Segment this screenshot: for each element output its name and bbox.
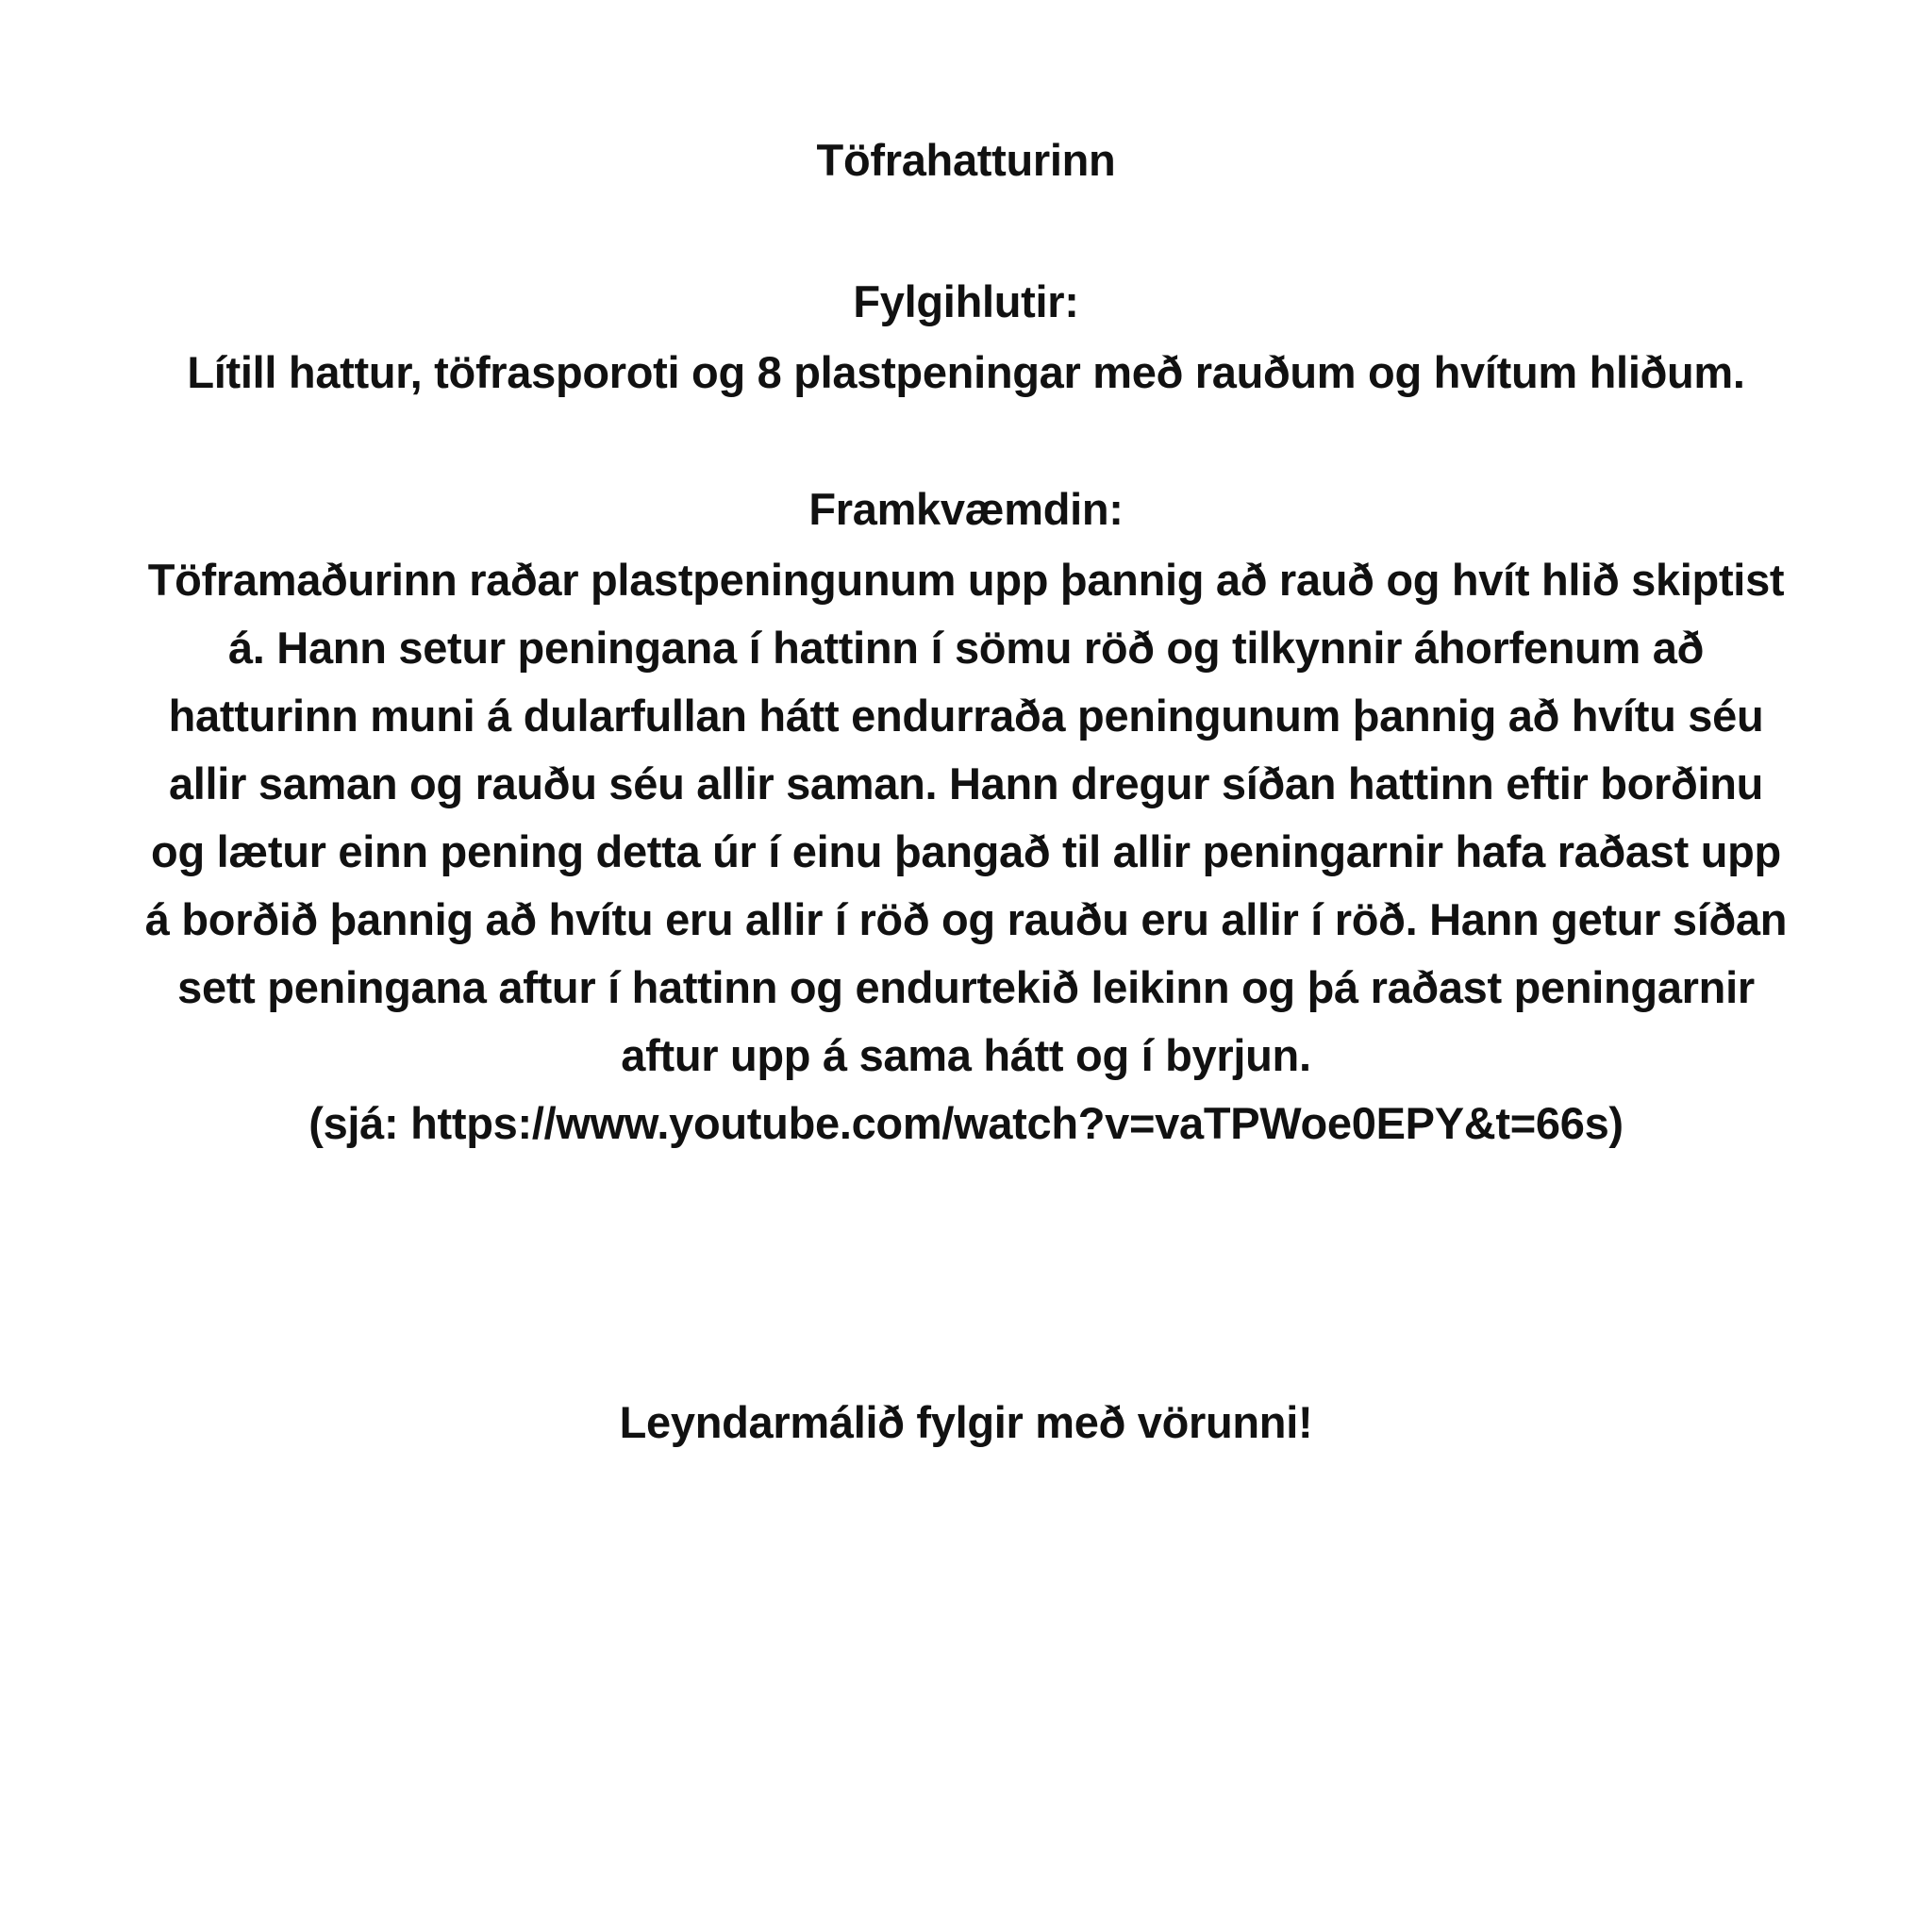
footer-note: Leyndarmálið fylgir með vörunni! xyxy=(619,1397,1313,1447)
procedure-line: hatturinn muni á dularfullan hátt endurraða peningunum þannig að hvítu séu xyxy=(168,691,1764,741)
document-title: Töfrahatturinn xyxy=(816,135,1116,185)
reference-link[interactable]: (sjá: https://www.youtube.com/watch?v=vaTPWoe0EPY&t=66s) xyxy=(308,1098,1624,1148)
procedure-line: á. Hann setur peningana í hattinn í sömu röð og tilkynnir áhorfenum að xyxy=(227,623,1705,673)
accessories-text: Lítill hattur, töfrasporoti og 8 plastpeningar með rauðum og hvítum hliðum. xyxy=(187,347,1745,397)
procedure-line: allir saman og rauðu séu allir saman. Hann dregur síðan hattinn eftir borðinu xyxy=(168,758,1764,808)
procedure-line: á borðið þannig að hvítu eru allir í röð og rauðu eru allir í röð. Hann getur síðan xyxy=(144,894,1788,944)
procedure-line: Töframaðurinn raðar plastpeningunum upp þannig að rauð og hvít hlið skiptist xyxy=(147,555,1785,605)
procedure-line: sett peningana aftur í hattinn og endurtekið leikinn og þá raðast peningarnir xyxy=(177,962,1755,1012)
accessories-heading: Fylgihlutir: xyxy=(853,276,1079,326)
procedure-heading: Framkvæmdin: xyxy=(808,484,1124,534)
procedure-line: aftur upp á sama hátt og í byrjun. xyxy=(621,1030,1311,1080)
procedure-line: og lætur einn pening detta úr í einu þangað til allir peningarnir hafa raðast upp xyxy=(151,826,1781,876)
